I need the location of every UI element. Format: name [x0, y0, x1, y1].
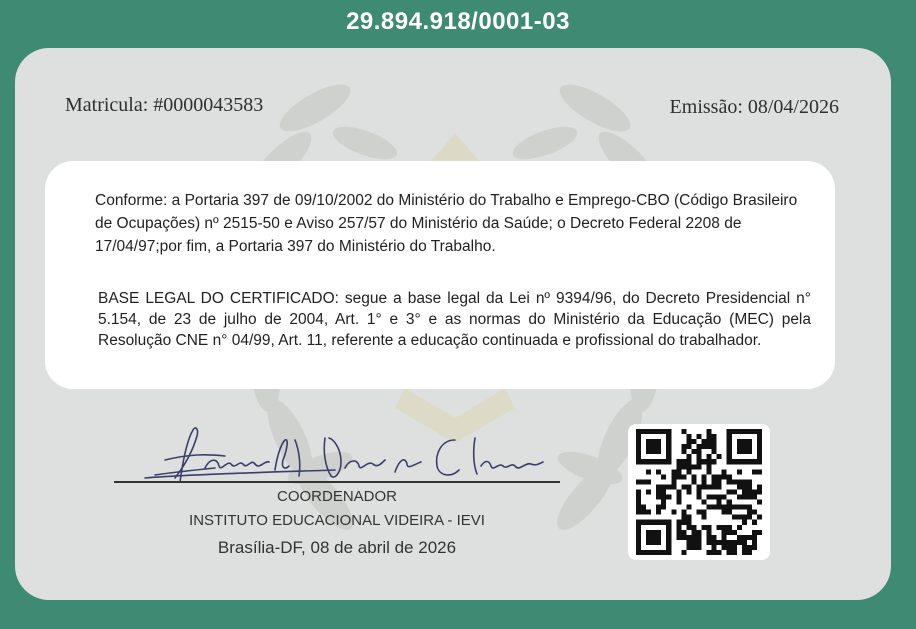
handwritten-signature: [135, 420, 555, 490]
signature-line: [114, 481, 560, 483]
legal-paragraph-2: BASE LEGAL DO CERTIFICADO: segue a base legal da Lei nº 9394/96, do Decreto Presidencial n° 5.154, de 23 de julho de 2004, Art. 1° e 3° e as normas do Ministério da Educação (MEC) pela Resolução CNE n° 04/99, Art. 11, referente a educação continuada e profissional do trabalhador.: [98, 290, 811, 349]
issue-date: Emissão: 08/04/2026: [669, 96, 839, 118]
place-and-date: Brasília-DF, 08 de abril de 2026: [217, 538, 457, 557]
certificate-card: [15, 48, 891, 600]
institution-name: INSTITUTO EDUCACIONAL VIDEIRA - IEVI: [189, 512, 485, 529]
legal-text-panel: [45, 161, 835, 389]
qr-code-image: [636, 429, 762, 555]
qr-code[interactable]: [628, 424, 770, 560]
document-id: 29.894.918/0001-03: [346, 8, 570, 35]
signer-role: COORDENADOR: [276, 488, 397, 505]
legal-paragraph-1: Conforme: a Portaria 397 de 09/10/2002 do Ministério do Trabalho e Emprego-CBO (Código Brasileiro de Ocupações) nº 2515-50 e Aviso 257/57 do Ministério da Saúde; o Decreto Federal 2208 de 17/04/97;por fim, a Portaria 397 do Ministério do Trabalho.: [95, 192, 798, 255]
registration-number: Matricula: #0000043583: [65, 94, 264, 116]
